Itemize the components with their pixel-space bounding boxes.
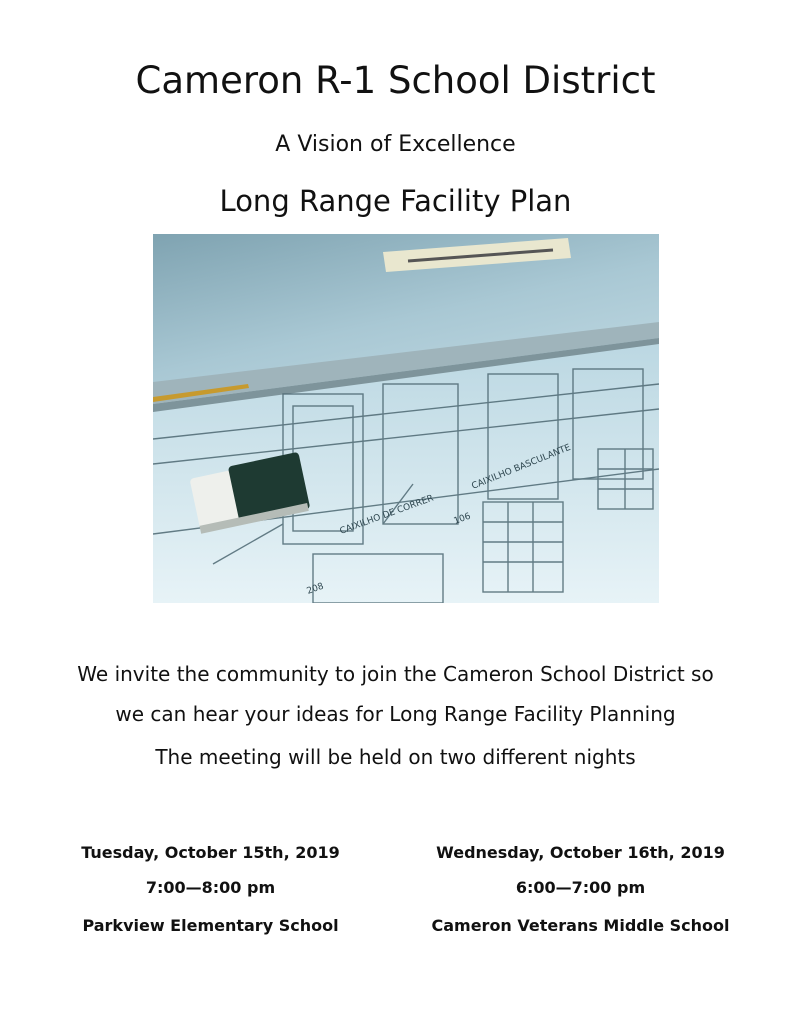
meeting-location: Parkview Elementary School [82, 916, 339, 935]
invite-line-1: We invite the community to join the Cameron School District so [77, 662, 714, 686]
meeting-time: 7:00—8:00 pm [145, 878, 276, 897]
page-title: Cameron R-1 School District [135, 59, 656, 102]
meeting-date: Tuesday, October 15th, 2019 [81, 843, 340, 862]
blueprint-label-correr: CAIXILHO DE CORRER [338, 493, 435, 537]
meeting-1 [13, 0, 408, 1024]
blueprint-label-208: 208 [305, 581, 326, 597]
tagline: A Vision of Excellence [275, 132, 516, 157]
plan-title: Long Range Facility Plan [219, 184, 572, 218]
invite-line-2: we can hear your ideas for Long Range Facility Planning [115, 702, 676, 726]
nights-line: The meeting will be held on two different nights [155, 745, 636, 769]
meeting-location: Cameron Veterans Middle School [431, 916, 730, 935]
meeting-time: 6:00—7:00 pm [515, 878, 646, 897]
blueprint-label-106: 106 [452, 511, 473, 527]
meeting-date: Wednesday, October 16th, 2019 [436, 843, 725, 862]
blueprint-label-basculante: CAIXILHO BASCULANTE [470, 442, 573, 492]
meeting-2 [383, 0, 778, 1024]
